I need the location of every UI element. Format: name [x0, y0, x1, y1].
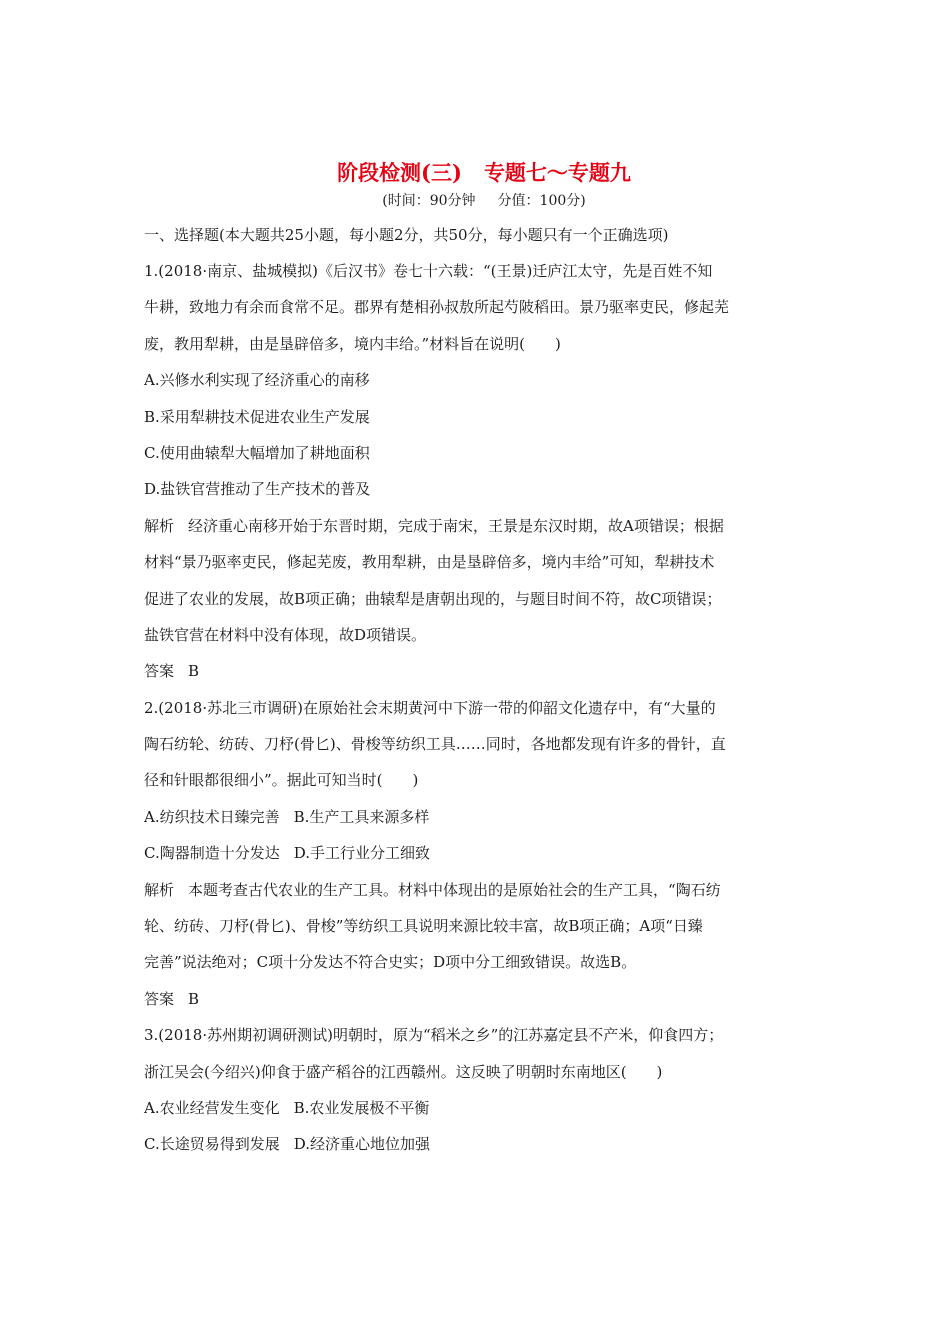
q1-option-b: B.采用犁耕技术促进农业生产发展: [144, 407, 370, 426]
q3-option-b: B.农业发展极不平衡: [293, 1098, 430, 1117]
answer-label: 答案: [144, 662, 175, 681]
q1-answer: [144, 653, 810, 689]
title-main: 阶段检测(三): [337, 160, 462, 185]
q3-stem-line: 3.(2018·苏州期初调研测试)明朝时，原为“稻米之乡”的江苏嘉定县不产米，仰食四方；: [144, 1026, 724, 1045]
question-1: [144, 253, 810, 690]
q2-stem-line: 径和针眼都很细小”。据此可知当时( ): [144, 771, 419, 790]
question-2: [144, 690, 810, 1018]
q1-option-a: A.兴修水利实现了经济重心的南移: [144, 371, 370, 390]
exam-time: (时间：90分钟: [382, 193, 476, 209]
q2-option-b: B.生产工具来源多样: [293, 807, 430, 826]
q1-stem-line: 1.(2018·南京、盐城模拟)《后汉书》卷七十六载：“(王景)迁庐江太守，先是百姓不知: [144, 262, 713, 280]
q1-analysis-line: [144, 508, 810, 544]
q3-option-c: C.长途贸易得到发展: [144, 1135, 280, 1154]
q2-option-a: A.纺织技术日臻完善: [144, 807, 280, 826]
q3-option-d: D.经济重心地位加强: [293, 1135, 430, 1154]
q3-option-a: A.农业经营发生变化: [144, 1098, 280, 1117]
q2-option-c: C.陶器制造十分发达: [144, 844, 280, 863]
q2-stem-line: 2.(2018·苏北三市调研)在原始社会末期黄河中下游一带的仰韶文化遗存中，有“大量的: [144, 698, 716, 717]
analysis-text: 本题考查古代农业的生产工具。材料中体现出的是原始社会的生产工具，“陶石纺: [188, 880, 721, 899]
q2-analysis-line: [144, 872, 810, 908]
page-title: [144, 158, 810, 188]
question-3: [144, 1017, 810, 1163]
analysis-text: 经济重心南移开始于东晋时期，完成于南宋，王景是东汉时期，故A项错误；根据: [188, 516, 724, 535]
answer-label: 答案: [144, 989, 175, 1008]
q1-option-c: C.使用曲辕犁大幅增加了耕地面积: [144, 443, 370, 462]
q1-option-d: D.盐铁官营推动了生产技术的普及: [144, 480, 371, 499]
q2-options-row: [144, 799, 810, 835]
answer-value: B: [188, 662, 200, 681]
q2-answer: [144, 981, 810, 1017]
section-heading: 一、选择题(本大题共25小题，每小题2分，共50分，每小题只有一个正确选项): [144, 226, 669, 244]
exam-meta: [144, 190, 810, 212]
q1-stem-line: 牛耕，致地力有余而食常不足。郡界有楚相孙叔敖所起芍陂稻田。景乃驱率吏民，修起芜: [144, 298, 730, 317]
q1-stem-line: 废，教用犁耕，由是垦辟倍多，境内丰给。”材料旨在说明( ): [144, 334, 561, 353]
q3-stem-line: 浙江吴会(今绍兴)仰食于盛产稻谷的江西赣州。这反映了明朝时东南地区( ): [144, 1062, 663, 1081]
analysis-label: 解析: [144, 516, 175, 535]
q1-analysis-line: 盐铁官营在材料中没有体现，故D项错误。: [144, 625, 427, 644]
q2-analysis-line: 轮、纺砖、刀杼(骨匕)、骨梭”等纺织工具说明来源比较丰富，故B项正确；A项“日臻: [144, 917, 703, 936]
q2-options-row: [144, 835, 810, 871]
answer-value: B: [188, 989, 200, 1008]
document-page: [144, 158, 810, 1163]
q2-stem-line: 陶石纺轮、纺砖、刀杼(骨匕)、骨梭等纺织工具……同时，各地都发现有许多的骨针，直: [144, 735, 726, 754]
analysis-label: 解析: [144, 880, 175, 899]
q1-analysis-line: 促进了农业的发展，故B项正确；曲辕犁是唐朝出现的，与题目时间不符，故C项错误；: [144, 589, 722, 608]
q2-analysis-line: 完善”说法绝对；C项十分发达不符合史实；D项中分工细致错误。故选B。: [144, 953, 637, 972]
q3-options-row: [144, 1090, 810, 1126]
q2-option-d: D.手工行业分工细致: [293, 844, 430, 863]
q1-analysis-line: 材料“景乃驱率吏民，修起芜废，教用犁耕，由是垦辟倍多，境内丰给”可知，犁耕技术: [144, 553, 715, 572]
title-sub: 专题七～专题九: [483, 160, 631, 185]
exam-score: 分值：100分): [497, 193, 586, 209]
q3-options-row: [144, 1126, 810, 1162]
